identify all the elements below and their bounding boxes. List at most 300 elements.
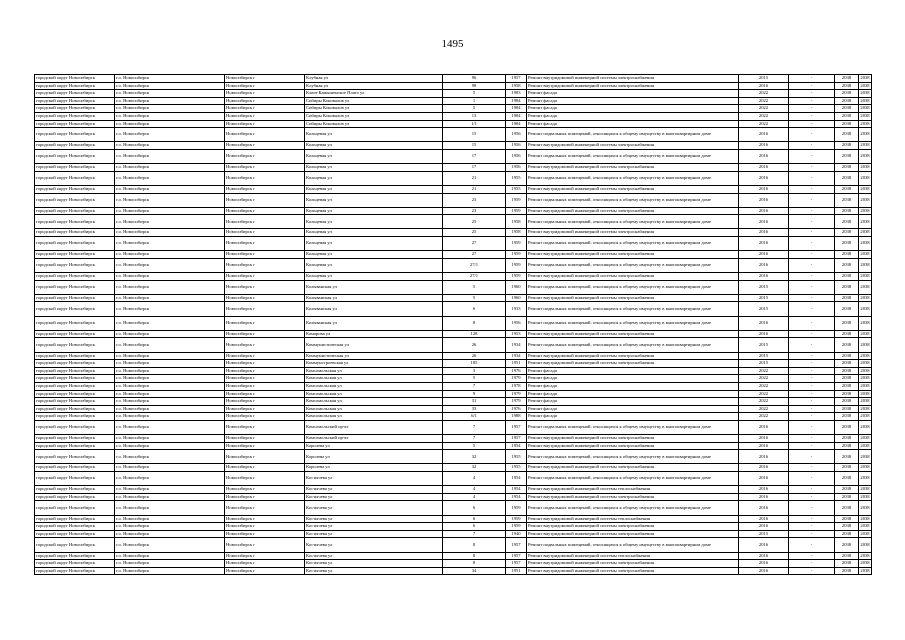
year-planned-cell: 2022: [739, 390, 789, 398]
year-end-cell: 2038: [859, 302, 872, 316]
status-cell: -: [789, 486, 835, 494]
table-row: [35, 420, 872, 434]
work-type-cell: Ремонт подвальных помещений, относящихся к общему имуществу в многоквартирном доме: [527, 302, 739, 316]
street-cell: Кольцевая ул: [305, 128, 443, 142]
year-start-cell: 2038: [835, 375, 859, 383]
municipality-cell: г.о. Новосибирск: [115, 515, 225, 523]
year-start-cell: 2038: [835, 105, 859, 113]
table-row: [35, 105, 872, 113]
city-cell: Новосибирск г: [225, 258, 305, 272]
street-cell: Костычева ул: [305, 567, 443, 575]
year-built-cell: 1960: [506, 294, 527, 302]
year-start-cell: 2038: [835, 316, 859, 330]
municipality-cell: г.о. Новосибирск: [115, 420, 225, 434]
city-cell: Новосибирск г: [225, 352, 305, 360]
city-cell: Новосибирск г: [225, 128, 305, 142]
street-cell: Комсомольская ул: [305, 390, 443, 398]
status-cell: -: [789, 493, 835, 501]
year-built-cell: 1957: [506, 552, 527, 560]
street-cell: Костычева ул: [305, 486, 443, 494]
city-cell: Новосибирск г: [225, 142, 305, 150]
municipality-cell: г.о. Новосибирск: [115, 82, 225, 90]
year-planned-cell: 2015: [739, 302, 789, 316]
house-number-cell: 27: [443, 237, 506, 251]
city-cell: Новосибирск г: [225, 382, 305, 390]
district-cell: городской округ Новосибирск: [35, 352, 115, 360]
year-built-cell: 1956: [506, 142, 527, 150]
status-cell: -: [789, 330, 835, 338]
municipality-cell: г.о. Новосибирск: [115, 112, 225, 120]
year-start-cell: 2038: [835, 360, 859, 368]
house-number-cell: 25: [443, 229, 506, 237]
city-cell: Новосибирск г: [225, 501, 305, 515]
work-type-cell: Ремонт внутридомовой инженерной системы электроснабжения: [527, 251, 739, 259]
status-cell: -: [789, 501, 835, 515]
district-cell: городской округ Новосибирск: [35, 552, 115, 560]
year-start-cell: 2038: [835, 530, 859, 538]
year-end-cell: 2038: [859, 360, 872, 368]
work-type-cell: Ремонт фасада: [527, 105, 739, 113]
work-type-cell: Ремонт фасада: [527, 398, 739, 406]
status-cell: -: [789, 273, 835, 281]
district-cell: городской округ Новосибирск: [35, 360, 115, 368]
city-cell: Новосибирск г: [225, 251, 305, 259]
table-row: [35, 398, 872, 406]
house-number-cell: 23: [443, 193, 506, 207]
city-cell: Новосибирск г: [225, 90, 305, 98]
year-built-cell: 1940: [506, 530, 527, 538]
year-planned-cell: 2015: [739, 360, 789, 368]
work-type-cell: Ремонт фасада: [527, 405, 739, 413]
year-planned-cell: 2015: [739, 280, 789, 294]
status-cell: -: [789, 390, 835, 398]
work-type-cell: Ремонт фасада: [527, 120, 739, 128]
house-number-cell: 26: [443, 338, 506, 352]
year-planned-cell: 2016: [739, 450, 789, 464]
year-end-cell: 2038: [859, 435, 872, 443]
city-cell: Новосибирск г: [225, 367, 305, 375]
municipality-cell: г.о. Новосибирск: [115, 273, 225, 281]
table-row: [35, 493, 872, 501]
status-cell: -: [789, 360, 835, 368]
table-row: [35, 164, 872, 172]
year-built-cell: 1984: [506, 120, 527, 128]
work-type-cell: Ремонт подвальных помещений, относящихся к общему имуществу в многоквартирном доме: [527, 538, 739, 552]
table-row: [35, 523, 872, 531]
year-planned-cell: 2016: [739, 229, 789, 237]
status-cell: -: [789, 472, 835, 486]
municipality-cell: г.о. Новосибирск: [115, 90, 225, 98]
work-type-cell: Ремонт внутридомовой инженерной системы электроснабжения: [527, 352, 739, 360]
year-start-cell: 2038: [835, 193, 859, 207]
district-cell: городской округ Новосибирск: [35, 435, 115, 443]
table-row: [35, 538, 872, 552]
street-cell: Костычева ул: [305, 472, 443, 486]
year-end-cell: 2038: [859, 552, 872, 560]
year-end-cell: 2038: [859, 229, 872, 237]
city-cell: Новосибирск г: [225, 413, 305, 421]
district-cell: городской округ Новосибирск: [35, 398, 115, 406]
status-cell: -: [789, 185, 835, 193]
table-row: [35, 280, 872, 294]
house-number-cell: 1/1: [443, 120, 506, 128]
year-planned-cell: 2016: [739, 501, 789, 515]
year-planned-cell: 2016: [739, 464, 789, 472]
street-cell: Колыванская ул: [305, 280, 443, 294]
year-planned-cell: 2016: [739, 185, 789, 193]
year-built-cell: 1956: [506, 128, 527, 142]
year-planned-cell: 2016: [739, 442, 789, 450]
work-type-cell: Ремонт подвальных помещений, относящихся к общему имуществу в многоквартирном доме: [527, 128, 739, 142]
year-end-cell: 2038: [859, 294, 872, 302]
year-start-cell: 2038: [835, 237, 859, 251]
year-built-cell: 1958: [506, 215, 527, 229]
work-type-cell: Ремонт внутридомовой инженерной системы электроснабжения: [527, 567, 739, 575]
status-cell: -: [789, 258, 835, 272]
year-start-cell: 2038: [835, 185, 859, 193]
status-cell: -: [789, 164, 835, 172]
year-planned-cell: 2016: [739, 251, 789, 259]
year-start-cell: 2038: [835, 215, 859, 229]
city-cell: Новосибирск г: [225, 493, 305, 501]
year-planned-cell: 2016: [739, 567, 789, 575]
house-number-cell: 21: [443, 185, 506, 193]
year-planned-cell: 2016: [739, 207, 789, 215]
year-start-cell: 2038: [835, 538, 859, 552]
year-planned-cell: 2015: [739, 75, 789, 83]
year-built-cell: 1954: [506, 472, 527, 486]
house-number-cell: 15: [443, 142, 506, 150]
table-row: [35, 171, 872, 185]
work-type-cell: Ремонт подвальных помещений, относящихся к общему имуществу в многоквартирном доме: [527, 501, 739, 515]
district-cell: городской округ Новосибирск: [35, 142, 115, 150]
house-number-cell: 5: [443, 442, 506, 450]
street-cell: Комсомольская ул: [305, 382, 443, 390]
year-planned-cell: 2016: [739, 215, 789, 229]
city-cell: Новосибирск г: [225, 185, 305, 193]
year-built-cell: 1957: [506, 75, 527, 83]
street-cell: Кольцевая ул: [305, 149, 443, 163]
status-cell: -: [789, 112, 835, 120]
city-cell: Новосибирск г: [225, 398, 305, 406]
year-planned-cell: 2015: [739, 294, 789, 302]
street-cell: Кольцевая ул: [305, 185, 443, 193]
work-type-cell: Ремонт внутридомовой инженерной системы электроснабжения: [527, 75, 739, 83]
city-cell: Новосибирск г: [225, 164, 305, 172]
status-cell: -: [789, 75, 835, 83]
year-end-cell: 2038: [859, 128, 872, 142]
city-cell: Новосибирск г: [225, 294, 305, 302]
house-number-cell: 27/1: [443, 258, 506, 272]
year-end-cell: 2038: [859, 538, 872, 552]
work-type-cell: Ремонт внутридомовой инженерной системы электроснабжения: [527, 273, 739, 281]
year-start-cell: 2038: [835, 171, 859, 185]
status-cell: -: [789, 375, 835, 383]
year-planned-cell: 2022: [739, 375, 789, 383]
table-row: [35, 142, 872, 150]
work-type-cell: Ремонт фасада: [527, 90, 739, 98]
year-start-cell: 2038: [835, 367, 859, 375]
city-cell: Новосибирск г: [225, 330, 305, 338]
municipality-cell: г.о. Новосибирск: [115, 75, 225, 83]
year-planned-cell: 2016: [739, 486, 789, 494]
house-number-cell: 6/1: [443, 413, 506, 421]
table-row: [35, 552, 872, 560]
year-end-cell: 2038: [859, 367, 872, 375]
status-cell: -: [789, 413, 835, 421]
table-row: [35, 375, 872, 383]
table-row: [35, 530, 872, 538]
table-row: [35, 360, 872, 368]
district-cell: городской округ Новосибирск: [35, 105, 115, 113]
status-cell: -: [789, 280, 835, 294]
work-type-cell: Ремонт внутридомовой инженерной системы электроснабжения: [527, 442, 739, 450]
work-type-cell: Ремонт внутридомовой инженерной системы электроснабжения: [527, 185, 739, 193]
year-start-cell: 2038: [835, 405, 859, 413]
house-number-cell: 15: [443, 128, 506, 142]
city-cell: Новосибирск г: [225, 338, 305, 352]
city-cell: Новосибирск г: [225, 120, 305, 128]
table-row: [35, 258, 872, 272]
year-end-cell: 2038: [859, 90, 872, 98]
street-cell: Колыванская ул: [305, 302, 443, 316]
municipality-cell: г.о. Новосибирск: [115, 493, 225, 501]
status-cell: -: [789, 316, 835, 330]
street-cell: Королева ул: [305, 442, 443, 450]
year-built-cell: 1983: [506, 90, 527, 98]
status-cell: -: [789, 560, 835, 568]
status-cell: -: [789, 338, 835, 352]
table-row: [35, 382, 872, 390]
city-cell: Новосибирск г: [225, 112, 305, 120]
municipality-cell: г.о. Новосибирск: [115, 405, 225, 413]
street-cell: Костычева ул: [305, 493, 443, 501]
status-cell: -: [789, 450, 835, 464]
street-cell: Комсомольская ул: [305, 413, 443, 421]
year-planned-cell: 2022: [739, 413, 789, 421]
work-type-cell: Ремонт подвальных помещений, относящихся к общему имуществу в многоквартирном доме: [527, 338, 739, 352]
municipality-cell: г.о. Новосибирск: [115, 149, 225, 163]
year-end-cell: 2038: [859, 330, 872, 338]
year-built-cell: 1959: [506, 251, 527, 259]
city-cell: Новосибирск г: [225, 280, 305, 294]
district-cell: городской округ Новосибирск: [35, 97, 115, 105]
city-cell: Новосибирск г: [225, 567, 305, 575]
table-row: [35, 338, 872, 352]
year-end-cell: 2038: [859, 258, 872, 272]
district-cell: городской округ Новосибирск: [35, 112, 115, 120]
municipality-cell: г.о. Новосибирск: [115, 316, 225, 330]
house-number-cell: 32: [443, 464, 506, 472]
city-cell: Новосибирск г: [225, 316, 305, 330]
year-built-cell: 1976: [506, 405, 527, 413]
year-built-cell: 1984: [506, 105, 527, 113]
street-cell: Костычева ул: [305, 501, 443, 515]
year-end-cell: 2038: [859, 185, 872, 193]
work-type-cell: Ремонт подвальных помещений, относящихся к общему имуществу в многоквартирном доме: [527, 237, 739, 251]
year-built-cell: 1955: [506, 171, 527, 185]
year-planned-cell: 2016: [739, 560, 789, 568]
house-number-cell: 33: [443, 405, 506, 413]
year-end-cell: 2038: [859, 442, 872, 450]
status-cell: -: [789, 405, 835, 413]
status-cell: -: [789, 171, 835, 185]
district-cell: городской округ Новосибирск: [35, 149, 115, 163]
house-number-cell: 8: [443, 560, 506, 568]
house-number-cell: 26: [443, 352, 506, 360]
table-row: [35, 486, 872, 494]
district-cell: городской округ Новосибирск: [35, 75, 115, 83]
year-planned-cell: 2016: [739, 258, 789, 272]
house-number-cell: 31: [443, 398, 506, 406]
year-planned-cell: 2022: [739, 105, 789, 113]
city-cell: Новосибирск г: [225, 215, 305, 229]
district-cell: городской округ Новосибирск: [35, 185, 115, 193]
year-planned-cell: 2016: [739, 149, 789, 163]
street-cell: Кольцевая ул: [305, 229, 443, 237]
house-number-cell: 8: [443, 552, 506, 560]
street-cell: Королева ул: [305, 464, 443, 472]
table-row: [35, 515, 872, 523]
table-row: [35, 294, 872, 302]
year-planned-cell: 2015: [739, 530, 789, 538]
street-cell: Клубная ул: [305, 75, 443, 83]
district-cell: городской округ Новосибирск: [35, 493, 115, 501]
status-cell: -: [789, 398, 835, 406]
year-planned-cell: 2016: [739, 493, 789, 501]
house-number-cell: 21: [443, 171, 506, 185]
municipality-cell: г.о. Новосибирск: [115, 360, 225, 368]
work-type-cell: Ремонт внутридомовой инженерной системы электроснабжения: [527, 330, 739, 338]
table-row: [35, 316, 872, 330]
year-end-cell: 2038: [859, 207, 872, 215]
year-planned-cell: 2022: [739, 112, 789, 120]
year-end-cell: 2038: [859, 280, 872, 294]
table-row: [35, 237, 872, 251]
status-cell: -: [789, 142, 835, 150]
year-end-cell: 2038: [859, 398, 872, 406]
year-built-cell: 1976: [506, 367, 527, 375]
district-cell: городской округ Новосибирск: [35, 390, 115, 398]
district-cell: городской округ Новосибирск: [35, 472, 115, 486]
table-row: [35, 435, 872, 443]
work-type-cell: Ремонт внутридомовой инженерной системы электроснабжения: [527, 560, 739, 568]
year-planned-cell: 2022: [739, 90, 789, 98]
work-type-cell: Ремонт подвальных помещений, относящихся к общему имуществу в многоквартирном доме: [527, 149, 739, 163]
district-cell: городской округ Новосибирск: [35, 90, 115, 98]
house-number-cell: 4: [443, 472, 506, 486]
table-row: [35, 112, 872, 120]
year-planned-cell: 2022: [739, 97, 789, 105]
street-cell: Костычева ул: [305, 530, 443, 538]
status-cell: -: [789, 97, 835, 105]
work-type-cell: Ремонт подвальных помещений, относящихся к общему имуществу в многоквартирном доме: [527, 316, 739, 330]
status-cell: -: [789, 552, 835, 560]
year-built-cell: 1934: [506, 338, 527, 352]
district-cell: городской округ Новосибирск: [35, 193, 115, 207]
municipality-cell: г.о. Новосибирск: [115, 215, 225, 229]
table-row: [35, 273, 872, 281]
work-type-cell: Ремонт фасада: [527, 375, 739, 383]
year-planned-cell: 2022: [739, 382, 789, 390]
house-number-cell: 4: [443, 486, 506, 494]
municipality-cell: г.о. Новосибирск: [115, 280, 225, 294]
city-cell: Новосибирск г: [225, 530, 305, 538]
municipality-cell: г.о. Новосибирск: [115, 398, 225, 406]
year-planned-cell: 2016: [739, 237, 789, 251]
work-type-cell: Ремонт внутридомовой инженерной системы электроснабжения: [527, 523, 739, 531]
year-end-cell: 2038: [859, 420, 872, 434]
year-start-cell: 2038: [835, 442, 859, 450]
year-start-cell: 2038: [835, 420, 859, 434]
house-number-cell: 128: [443, 330, 506, 338]
city-cell: Новосибирск г: [225, 464, 305, 472]
municipality-cell: г.о. Новосибирск: [115, 560, 225, 568]
municipality-cell: г.о. Новосибирск: [115, 229, 225, 237]
city-cell: Новосибирск г: [225, 97, 305, 105]
year-end-cell: 2038: [859, 352, 872, 360]
municipality-cell: г.о. Новосибирск: [115, 523, 225, 531]
year-built-cell: 1956: [506, 164, 527, 172]
house-number-cell: 5: [443, 294, 506, 302]
city-cell: Новосибирск г: [225, 472, 305, 486]
year-planned-cell: 2016: [739, 523, 789, 531]
table-row: [35, 97, 872, 105]
municipality-cell: г.о. Новосибирск: [115, 171, 225, 185]
year-built-cell: 1956: [506, 316, 527, 330]
year-start-cell: 2038: [835, 435, 859, 443]
house-number-cell: 96: [443, 75, 506, 83]
street-cell: Кольцевая ул: [305, 164, 443, 172]
house-number-cell: 34: [443, 567, 506, 575]
table-row: [35, 390, 872, 398]
street-cell: Коммунистическая ул: [305, 352, 443, 360]
work-type-cell: Ремонт внутридомовой инженерной системы электроснабжения: [527, 294, 739, 302]
municipality-cell: г.о. Новосибирск: [115, 567, 225, 575]
year-built-cell: 1956: [506, 149, 527, 163]
year-planned-cell: 2016: [739, 472, 789, 486]
municipality-cell: г.о. Новосибирск: [115, 294, 225, 302]
status-cell: -: [789, 530, 835, 538]
status-cell: -: [789, 193, 835, 207]
year-planned-cell: 2022: [739, 120, 789, 128]
year-start-cell: 2038: [835, 90, 859, 98]
street-cell: Кольцевая ул: [305, 215, 443, 229]
work-type-cell: Ремонт внутридомовой инженерной системы электроснабжения: [527, 360, 739, 368]
work-type-cell: Ремонт внутридомовой инженерной системы теплоснабжения: [527, 486, 739, 494]
district-cell: городской округ Новосибирск: [35, 316, 115, 330]
year-planned-cell: 2016: [739, 128, 789, 142]
year-end-cell: 2038: [859, 493, 872, 501]
street-cell: Королева ул: [305, 450, 443, 464]
city-cell: Новосибирск г: [225, 450, 305, 464]
district-cell: городской округ Новосибирск: [35, 501, 115, 515]
status-cell: -: [789, 229, 835, 237]
year-built-cell: 1957: [506, 560, 527, 568]
status-cell: -: [789, 149, 835, 163]
street-cell: Коммунистическая ул: [305, 338, 443, 352]
house-number-cell: 6: [443, 515, 506, 523]
year-start-cell: 2038: [835, 82, 859, 90]
year-end-cell: 2038: [859, 97, 872, 105]
municipality-cell: г.о. Новосибирск: [115, 352, 225, 360]
city-cell: Новосибирск г: [225, 420, 305, 434]
work-type-cell: Ремонт внутридомовой инженерной системы электроснабжения: [527, 493, 739, 501]
year-end-cell: 2038: [859, 164, 872, 172]
house-number-cell: 7: [443, 382, 506, 390]
year-built-cell: 1984: [506, 97, 527, 105]
municipality-cell: г.о. Новосибирск: [115, 501, 225, 515]
